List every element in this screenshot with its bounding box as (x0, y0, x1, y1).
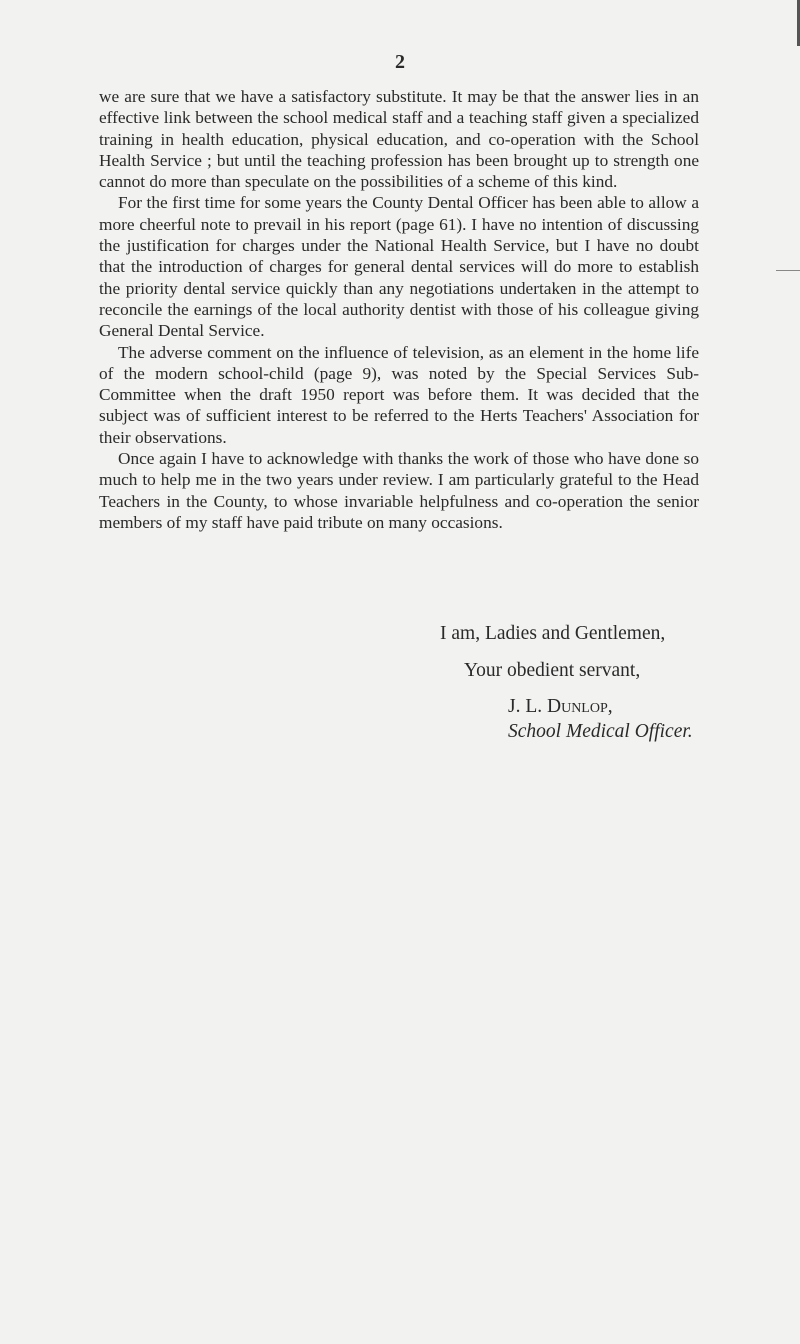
signatory-role: School Medical Officer. (508, 721, 693, 742)
margin-mark (776, 270, 800, 271)
page-number: 2 (395, 51, 405, 73)
closing-valediction: Your obedient servant, (464, 660, 641, 681)
paragraph-dental: For the first time for some years the County Dental Officer has been able to allow a more cheerful note to prevail in his report (page 61). I have no intention of discussing the justification for charges under the National Health Service, but I have no doubt that the introduction of charges for general dental services will do more to establish the priority dental service quickly than any negotiations undertaken in the attempt to reconcile the earnings of the local authority dentist with those of his colleague giving General Dental Service. (99, 193, 699, 341)
letter-body (99, 86, 699, 533)
paragraph-continued: we are sure that we have a satisfactory substitute. It may be that the answer lies in an effective link between the school medical staff and a teaching staff given a specialized training in health education, physical education, and co-operation with the School Health Service ; but until the teaching profession has been brought up to strength one cannot do more than speculate on the possibilities of a scheme of this kind. (99, 87, 699, 192)
signatory-name: J. L. Dunlop, (508, 696, 613, 717)
closing-salutation: I am, Ladies and Gentlemen, (440, 623, 666, 644)
paragraph-acknowledgement: Once again I have to acknowledge with thanks the work of those who have done so much to help me in the two years under review. I am particularly grateful to the Head Teachers in the County, to whose invariable helpfulness and co-operation the senior members of my staff have paid tribute on many occasions. (99, 449, 699, 532)
paragraph-television: The adverse comment on the influence of television, as an element in the home life of the modern school-child (page 9), was noted by the Special Services Sub-Committee when the draft 1950 report was before them. It was decided that the subject was of sufficient interest to be referred to the Herts Teachers' Association for their observations. (99, 342, 699, 447)
